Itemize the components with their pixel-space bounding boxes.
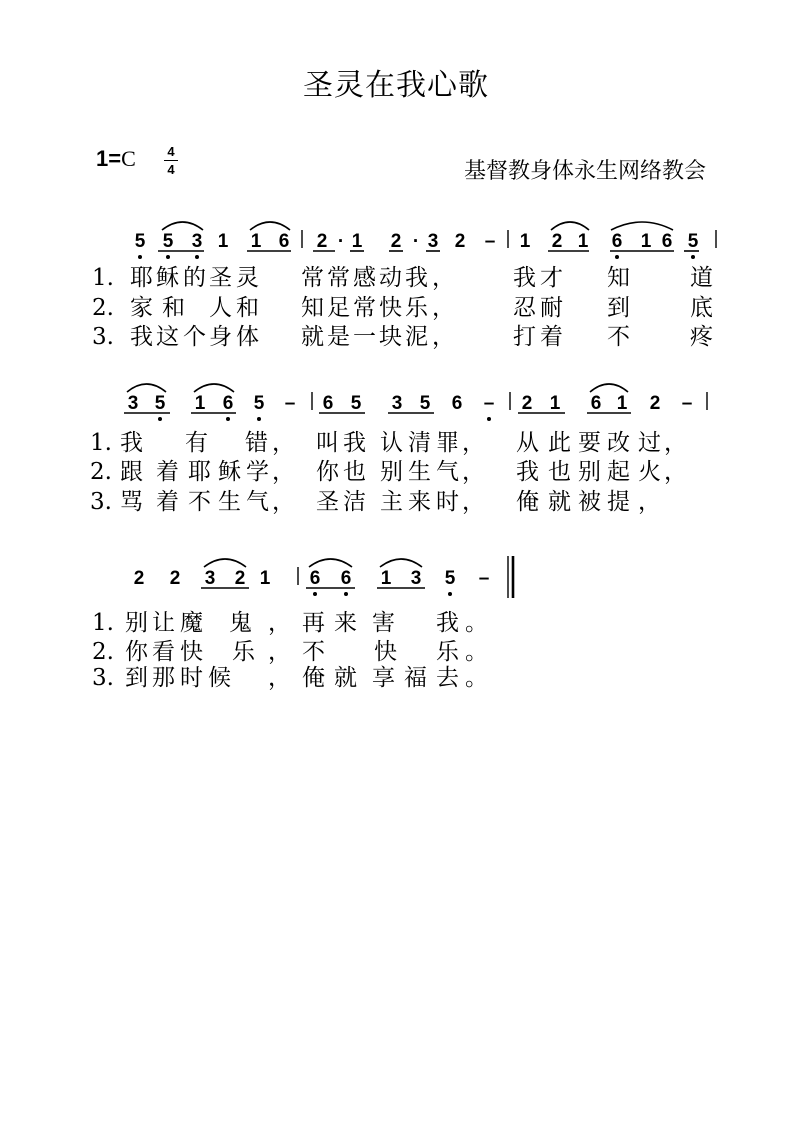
octave-dot: [257, 417, 261, 421]
lyric-char: 个: [183, 324, 206, 350]
note: 1: [351, 231, 363, 252]
verse-number: 3.: [92, 324, 114, 350]
note: 6: [611, 231, 623, 252]
lyric-char: 这: [156, 324, 179, 350]
lyric-char: 也: [343, 459, 366, 485]
lyric-char: ，: [462, 489, 485, 515]
verse-number: 1.: [92, 610, 114, 636]
lyric-char: 魔: [180, 610, 203, 636]
octave-dot: [487, 417, 491, 421]
song-title: 圣灵在我心歌: [303, 68, 489, 103]
lyric-char: 不: [302, 639, 325, 665]
lyric-char: 稣: [218, 459, 241, 485]
slur: [309, 559, 352, 567]
lyric-char: 打: [513, 324, 536, 350]
lyric-char: 不: [188, 489, 211, 515]
lyric-char: 耐: [540, 295, 563, 321]
lyric-char: ，: [664, 430, 687, 456]
note: 5: [687, 231, 699, 252]
lyric-char: 火: [638, 459, 661, 485]
note: 1: [577, 231, 589, 252]
lyric-char: 气: [246, 489, 269, 515]
lyric-char: 生: [218, 489, 241, 515]
lyric-char: 快: [379, 295, 402, 321]
lyric-char: 别: [125, 610, 148, 636]
lyric-char: ，: [432, 265, 455, 291]
lyric-char: 你: [125, 639, 148, 665]
lyric-char: 圣: [209, 265, 232, 291]
note: 2: [133, 568, 145, 589]
note: 2: [649, 393, 661, 414]
note: 2: [316, 231, 328, 252]
lyric-char: 看: [152, 639, 175, 665]
lyric-char: 足: [327, 295, 350, 321]
lyric-char: 灵: [236, 265, 259, 291]
lyric-char: 让: [152, 610, 175, 636]
lyric-char: ，: [268, 639, 291, 665]
church-name: 基督教身体永生网络教会: [463, 159, 706, 184]
note: –: [484, 231, 496, 252]
note: 2: [234, 568, 246, 589]
verse-number: 3.: [90, 489, 112, 515]
octave-dot: [691, 255, 695, 259]
lyric-char: 我: [516, 459, 539, 485]
note: 1: [519, 231, 531, 252]
lyric-char: 主: [380, 489, 403, 515]
note: ·: [412, 231, 420, 252]
lyric-char: 来: [408, 489, 431, 515]
lyric-char: 别: [578, 459, 601, 485]
lyric-char: 体: [236, 324, 259, 350]
lyric-char: 。: [465, 639, 488, 665]
slur: [250, 222, 290, 230]
lyric-char: 常: [301, 265, 324, 291]
lyric-char: 骂: [120, 489, 143, 515]
lyric-char: 就: [334, 665, 357, 691]
octave-dot: [615, 255, 619, 259]
note: 3: [191, 231, 203, 252]
lyric-char: 是: [327, 324, 350, 350]
lyric-char: 跟: [120, 459, 143, 485]
lyric-char: 再: [302, 610, 325, 636]
lyric-char: 乐: [232, 639, 255, 665]
note: 1: [380, 568, 392, 589]
lyric-char: 改: [607, 430, 630, 456]
lyric-char: 。: [465, 665, 488, 691]
note: 5: [419, 393, 431, 414]
note: 1: [640, 231, 652, 252]
note: 5: [162, 231, 174, 252]
lyric-char: 从: [516, 430, 539, 456]
lyric-char: 去: [436, 665, 459, 691]
note: 6: [222, 393, 234, 414]
octave-dot: [448, 592, 452, 596]
lyric-char: 来: [334, 610, 357, 636]
note: 5: [154, 393, 166, 414]
lyric-char: 起: [607, 459, 630, 485]
octave-dot: [313, 592, 317, 596]
octave-dot: [166, 255, 170, 259]
lyric-char: ，: [272, 459, 295, 485]
note: 3: [127, 393, 139, 414]
verse-number: 1.: [92, 265, 114, 291]
note: 3: [427, 231, 439, 252]
lyric-char: 生: [408, 459, 431, 485]
key-note: C: [121, 146, 136, 171]
lyric-char: ，: [432, 324, 455, 350]
verse-number: 2.: [90, 459, 112, 485]
octave-dot: [226, 417, 230, 421]
note: 3: [391, 393, 403, 414]
lyric-char: 俺: [302, 665, 325, 691]
note: 5: [350, 393, 362, 414]
slur: [194, 384, 234, 392]
lyric-char: 块: [379, 324, 402, 350]
lyric-char: ，: [638, 489, 661, 515]
lyric-char: 我: [513, 265, 536, 291]
lyric-char: ，: [272, 489, 295, 515]
time-signature-bottom: 4: [167, 162, 175, 177]
note: 5: [444, 568, 456, 589]
note: 5: [134, 231, 146, 252]
lyric-char: 错: [245, 430, 268, 456]
lyric-char: 着: [540, 324, 563, 350]
lyric-char: ，: [268, 610, 291, 636]
lyric-char: 时: [180, 665, 203, 691]
lyric-char: 此: [548, 430, 571, 456]
lyric-char: 被: [578, 489, 601, 515]
lyric-char: 我: [436, 610, 459, 636]
lyric-char: 我: [343, 430, 366, 456]
note: 1: [194, 393, 206, 414]
slur: [127, 384, 166, 392]
octave-dot: [138, 255, 142, 259]
lyric-char: 身: [209, 324, 232, 350]
lyric-char: 我: [130, 324, 153, 350]
lyric-char: 常: [353, 295, 376, 321]
note: 6: [451, 393, 463, 414]
lyric-char: 就: [548, 489, 571, 515]
lyric-char: 快: [180, 639, 203, 665]
lyric-char: 就: [301, 324, 324, 350]
note: 2: [169, 568, 181, 589]
lyric-char: 候: [208, 665, 231, 691]
verse-number: 2.: [92, 295, 114, 321]
octave-dot: [195, 255, 199, 259]
lyric-char: 福: [404, 665, 427, 691]
note: ·: [337, 231, 345, 252]
lyric-char: ，: [664, 459, 687, 485]
lyric-char: 道: [690, 265, 713, 291]
lyric-char: 。: [465, 610, 488, 636]
lyric-char: 常: [327, 265, 350, 291]
lyric-char: 到: [607, 295, 630, 321]
lyric-char: 的: [183, 265, 206, 291]
note: –: [483, 393, 495, 414]
lyric-char: 我: [405, 265, 428, 291]
lyric-char: 也: [548, 459, 571, 485]
lyric-char: 不: [607, 324, 630, 350]
time-signature-top: 4: [167, 144, 175, 159]
lyric-char: 有: [185, 430, 208, 456]
octave-dot: [344, 592, 348, 596]
lyric-char: 过: [638, 430, 661, 456]
lyric-char: 学: [246, 459, 269, 485]
verse-number: 3.: [92, 665, 114, 691]
slur: [204, 559, 246, 567]
octave-dot: [158, 417, 162, 421]
lyric-char: 着: [156, 489, 179, 515]
lyric-char: 一: [353, 324, 376, 350]
lyric-char: 才: [540, 265, 563, 291]
note: 2: [521, 393, 533, 414]
note: 2: [454, 231, 466, 252]
lyric-char: ，: [462, 430, 485, 456]
note: 2: [390, 231, 402, 252]
lyric-char: 知: [301, 295, 324, 321]
verse-number: 2.: [92, 639, 114, 665]
lyric-char: 和: [236, 295, 259, 321]
lyric-char: 耶: [130, 265, 153, 291]
note: 6: [278, 231, 290, 252]
key-label: 1=: [96, 146, 122, 171]
note: 1: [250, 231, 262, 252]
lyric-char: 快: [374, 639, 397, 665]
lyric-char: 气: [436, 459, 459, 485]
lyric-char: 稣: [156, 265, 179, 291]
lyric-char: 和: [162, 295, 185, 321]
lyric-char: ，: [432, 295, 455, 321]
lyric-char: 罪: [436, 430, 459, 456]
note: 6: [322, 393, 334, 414]
lyric-char: 感: [353, 265, 376, 291]
note: 6: [309, 568, 321, 589]
note: 6: [661, 231, 673, 252]
lyric-char: 疼: [690, 324, 713, 350]
lyric-char: 提: [607, 489, 630, 515]
note: –: [478, 568, 490, 589]
note: 6: [590, 393, 602, 414]
lyric-char: 鬼: [229, 610, 252, 636]
lyric-char: 知: [607, 265, 630, 291]
note: 3: [204, 568, 216, 589]
lyric-char: 到: [125, 665, 148, 691]
slur: [380, 559, 422, 567]
lyric-char: 清: [408, 430, 431, 456]
lyric-char: 动: [379, 265, 402, 291]
note: 3: [410, 568, 422, 589]
lyric-char: ，: [272, 430, 295, 456]
lyric-char: 乐: [405, 295, 428, 321]
slur: [611, 222, 673, 230]
lyric-char: 那: [152, 665, 175, 691]
note: 2: [551, 231, 563, 252]
lyric-char: 享: [372, 665, 395, 691]
lyric-char: 耶: [188, 459, 211, 485]
lyric-char: 害: [372, 610, 395, 636]
lyric-char: ，: [462, 459, 485, 485]
note: 1: [549, 393, 561, 414]
lyric-char: 洁: [343, 489, 366, 515]
lyric-char: 忍: [513, 295, 536, 321]
lyric-char: 叫: [316, 430, 339, 456]
note: 5: [253, 393, 265, 414]
note: –: [284, 393, 296, 414]
lyric-char: 我: [120, 430, 143, 456]
lyric-char: 乐: [436, 639, 459, 665]
slur: [162, 222, 203, 230]
lyric-char: 你: [316, 459, 339, 485]
verse-number: 1.: [90, 430, 112, 456]
lyric-char: 认: [380, 430, 403, 456]
note: –: [681, 393, 693, 414]
lyric-char: 要: [578, 430, 601, 456]
lyric-char: 底: [690, 295, 713, 321]
lyric-char: 家: [130, 295, 153, 321]
lyric-char: 着: [156, 459, 179, 485]
note: 1: [616, 393, 628, 414]
lyric-char: 时: [436, 489, 459, 515]
slur: [590, 384, 628, 392]
note: 1: [217, 231, 229, 252]
lyric-char: 泥: [405, 324, 428, 350]
lyric-char: 人: [209, 295, 232, 321]
lyric-char: 俺: [516, 489, 539, 515]
lyric-char: 别: [380, 459, 403, 485]
note: 6: [340, 568, 352, 589]
lyric-char: ，: [268, 665, 291, 691]
slur: [551, 222, 589, 230]
lyric-char: 圣: [316, 489, 339, 515]
note: 1: [259, 568, 271, 589]
